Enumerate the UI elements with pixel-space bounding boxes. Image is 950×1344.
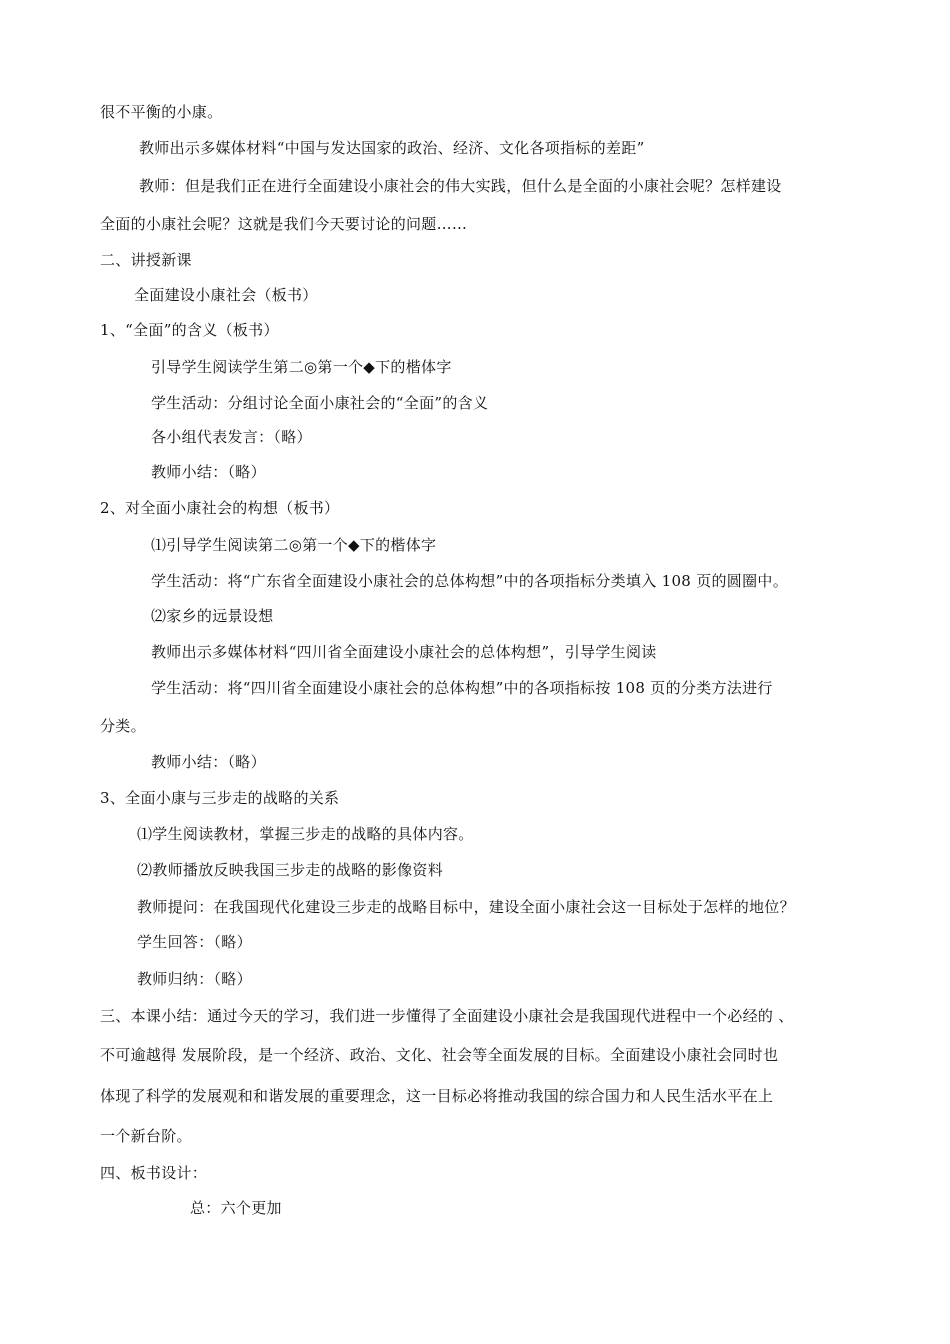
text-line-9: 学生活动：分组讨论全面小康社会的“全面”的含义 <box>151 394 489 412</box>
section-heading-4: 四、板书设计： <box>100 1164 208 1182</box>
subsection-heading-1: 1、“全面”的含义（板书） <box>100 321 279 339</box>
subsection-heading-3: 3、全面小康与三步走的战略的关系 <box>100 789 340 807</box>
text-line-25: 教师归纳：（略） <box>137 970 252 988</box>
text-line-31: 总：六个更加 <box>190 1199 282 1217</box>
text-line-28: 体现了科学的发展观和和谐发展的重要理念，这一目标必将推动我国的综合国力和人民生活水平在上 <box>100 1087 774 1105</box>
text-line-6: 全面建设小康社会（板书） <box>134 286 318 304</box>
text-line-17: 学生活动：将“四川省全面建设小康社会的总体构想”中的各项指标按 108 页的分类方法进行 <box>151 679 773 697</box>
text-line-2: 教师出示多媒体材料“中国与发达国家的政治、经济、文化各项指标的差距” <box>139 139 645 157</box>
text-line-27: 不可逾越得 发展阶段，是一个经济、政治、文化、社会等全面发展的目标。全面建设小康社会同时也 <box>100 1046 779 1064</box>
text-line-14: 学生活动：将“广东省全面建设小康社会的总体构想”中的各项指标分类填入 108 页的圆圈中。 <box>151 572 789 590</box>
text-line-8: 引导学生阅读学生第二◎第一个◆下的楷体字 <box>151 358 452 376</box>
section-heading-2: 二、讲授新课 <box>100 251 192 269</box>
text-line-10: 各小组代表发言：（略） <box>151 428 312 446</box>
text-line-3: 教师：但是我们正在进行全面建设小康社会的伟大实践，但什么是全面的小康社会呢？怎样建设 <box>139 177 782 195</box>
text-line-16: 教师出示多媒体材料“四川省全面建设小康社会的总体构想”，引导学生阅读 <box>151 643 657 661</box>
text-line-19: 教师小结：（略） <box>151 753 266 771</box>
text-line-21: ⑴学生阅读教材，掌握三步走的战略的具体内容。 <box>137 825 474 843</box>
text-line-18: 分类。 <box>100 717 146 735</box>
text-line-15: ⑵家乡的远景设想 <box>151 607 274 625</box>
text-line-24: 学生回答：（略） <box>137 933 252 951</box>
text-line-11: 教师小结：（略） <box>151 463 266 481</box>
text-line-23: 教师提问：在我国现代化建设三步走的战略目标中，建设全面小康社会这一目标处于怎样的地位？ <box>137 898 795 916</box>
text-line-22: ⑵教师播放反映我国三步走的战略的影像资料 <box>137 861 444 879</box>
text-line-29: 一个新台阶。 <box>100 1127 192 1145</box>
text-line-13: ⑴引导学生阅读第二◎第一个◆下的楷体字 <box>151 536 437 554</box>
subsection-heading-2: 2、对全面小康社会的构想（板书） <box>100 499 340 517</box>
text-line-1: 很不平衡的小康。 <box>100 103 223 121</box>
text-line-4: 全面的小康社会呢？这就是我们今天要讨论的问题…… <box>100 215 468 233</box>
section-heading-3: 三、本课小结：通过今天的学习，我们进一步懂得了全面建设小康社会是我国现代进程中一个必经的 、 <box>100 1007 794 1025</box>
